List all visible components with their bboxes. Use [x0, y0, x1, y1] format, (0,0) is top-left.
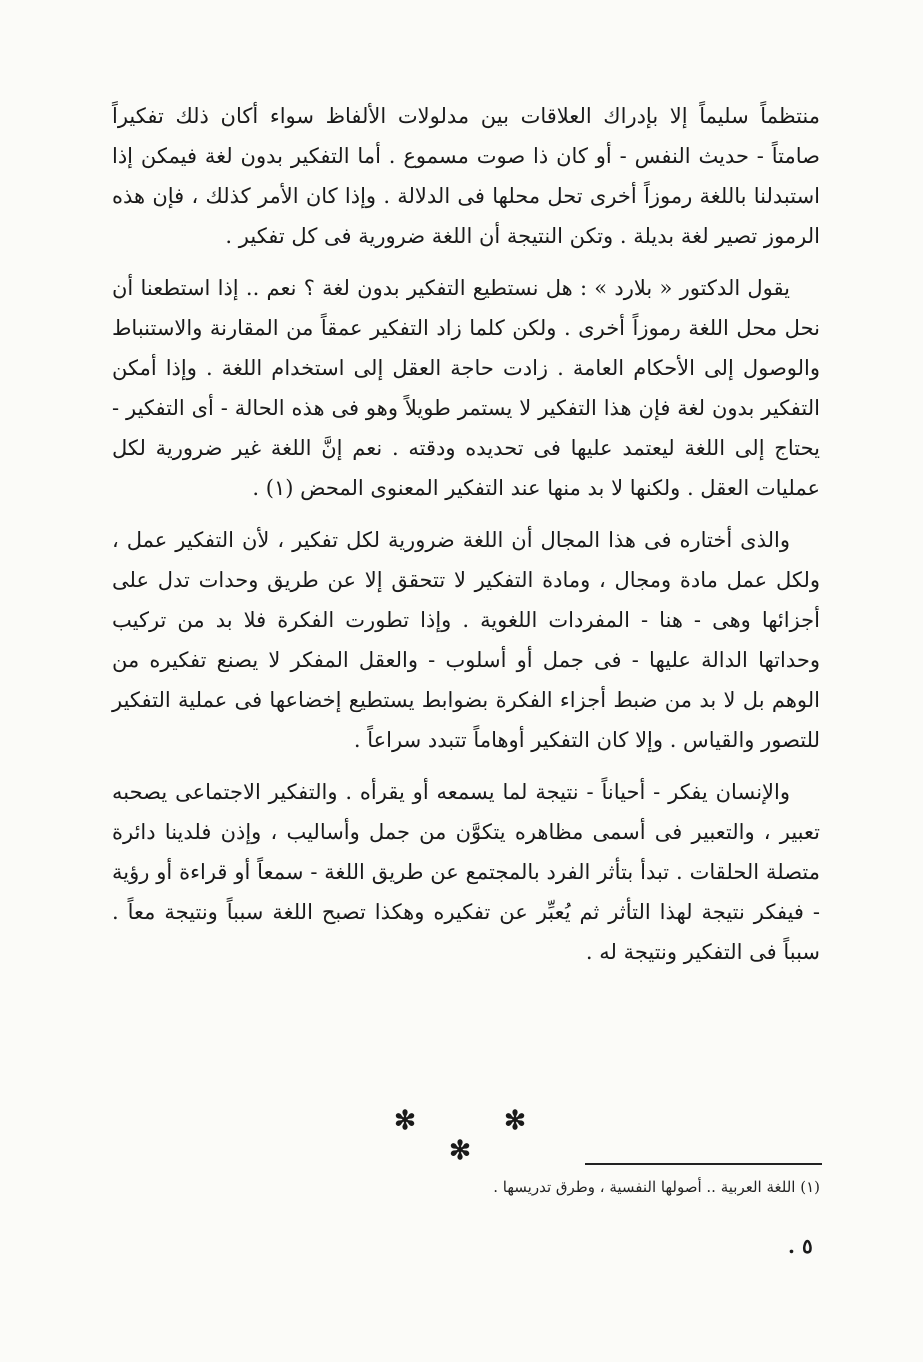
paragraph: والإنسان يفكر - أحياناً - نتيجة لما يسمعه أو يقرأه . والتفكير الاجتماعى يصحبه تعبير ، والتعبير فى أسمى مظاهره يتكوَّن من جمل وأساليب ، وإذن فلدينا دائرة متصلة الحلقات . تبدأ بتأثر الفرد بالمجتمع عن طريق اللغة - سمعاً أو قراءة أو رؤية - فيفكر نتيجة لهذا التأثر ثم يُعبِّر عن تفكيره وهكذا تصبح اللغة سبباً ونتيجة معاً . سبباً فى التفكير ونتيجة له .: [112, 780, 820, 964]
paragraph: يقول الدكتور « بلارد » : هل نستطيع التفكير بدون لغة ؟ نعم .. إذا استطعنا أن نحل محل اللغة رموزاً أخرى . ولكن كلما زاد التفكير عمقاً من المقارنة والاستنباط والوصول إلى الأحكام العامة . زادت حاجة العقل إلى استخدام اللغة . وإذا أمكن التفكير بدون لغة فإن هذا التفكير لا يستمر طويلاً وهو فى هذه الحالة - أى التفكير - يحتاج إلى اللغة ليعتمد عليها فى تحديده ودقته . نعم إنَّ اللغة غير ضرورية لكل عمليات العقل . ولكنها لا بد منها عند التفكير المعنوى المحض (١) .: [112, 276, 820, 500]
paragraph: منتظماً سليماً إلا بإدراك العلاقات بين مدلولات الألفاظ سواء أكان ذلك تفكيراً صامتاً - حديث النفس - أو كان ذا صوت مسموع . أما التفكير بدون لغة فيمكن إذا استبدلنا باللغة رموزاً أخرى تحل محلها فى الدلالة . وإذا كان الأمر كذلك ، فإن هذه الرموز تصير لغة بديلة . وتكن النتيجة أن اللغة ضرورية فى كل تفكير .: [112, 104, 820, 248]
paragraph: والذى أختاره فى هذا المجال أن اللغة ضرورية لكل تفكير ، لأن التفكير عمل ، ولكل عمل مادة ومجال ، ومادة التفكير لا تتحقق إلا عن طريق وحدات تدل على أجزائها وهى - هنا - المفردات اللغوية . وإذا تطورت الفكرة فلا بد من تركيب وحداتها الدالة عليها - فى جمل أو أسلوب - والعقل المفكر لا يصنع تفكيره من الوهم بل لا بد من ضبط أجزاء الفكرة بضوابط يستطيع إخضاعها فى عملية التفكير للتصور والقياس . وإلا كان التفكير أوهاماً تتبدد سراعاً .: [112, 528, 820, 752]
section-separator: [380, 1106, 580, 1166]
page-number: ٥ .: [788, 1234, 813, 1258]
body-text: [112, 96, 820, 984]
asterisk-icon: ✻: [449, 1136, 511, 1166]
footnote: (١) اللغة العربية .. أصولها النفسية ، وطرق تدريسها .: [493, 1178, 820, 1196]
asterisk-icon: ✻: [394, 1106, 456, 1136]
asterisk-icon: ✻: [504, 1106, 566, 1136]
footnote-divider: [585, 1163, 822, 1165]
